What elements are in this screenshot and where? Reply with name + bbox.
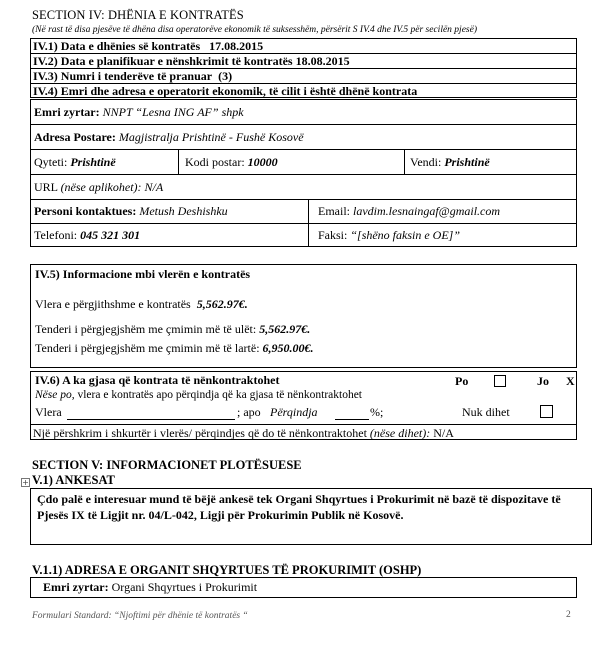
iv3-row [33,69,232,84]
perqindja-input-line[interactable] [335,419,369,420]
faksi-cell [318,228,460,243]
url-row [34,180,163,195]
cmimi-larte-label: Tenderi i përgjegjshëm me çmimin më të lartë: [35,341,260,355]
oshp-emri-value: Organi Shqyrtues i Prokurimit [111,580,258,594]
emri-zyrtar-label: Emri zyrtar: [34,105,100,119]
iv1-row [33,39,263,54]
vendi-cell [410,155,490,170]
qyteti-label: Qyteti: [34,155,68,169]
cmimi-ulet-label: Tenderi i përgjegjshëm me çmimin më të ulët: [35,322,257,336]
qyteti-cell [34,155,116,170]
vlera-row [35,297,248,312]
kodi-value: 10000 [247,155,278,169]
email-value: lavdim.lesnaingaf@gmail.com [353,204,501,218]
iv2-row [33,54,350,69]
url-value: N/A [144,180,164,194]
personi-cell [34,204,228,219]
iv1-label: IV.1) Data e dhënies së kontratës [33,39,201,53]
iv2-value: 18.08.2015 [295,54,350,68]
perqindja-label: Përqindja [270,405,318,419]
qyteti-value: Prishtinë [70,155,116,169]
emri-zyrtar-row [34,105,244,120]
pershkrim-row [33,426,454,441]
iv1-value: 17.08.2015 [209,39,264,53]
telefoni-cell [34,228,140,243]
adresa-row [34,130,304,145]
emri-zyrtar-value: NNPT “Lesna ING AF” shpk [102,105,244,119]
faksi-label: Faksi: [318,228,348,242]
jo-label: Jo [537,374,549,388]
nese-po-label: Nëse po, [35,389,75,401]
nese-po-row [35,389,362,401]
percent-label: %; [370,405,384,419]
telefoni-label: Telefoni: [34,228,78,242]
nese-po-text: vlera e kontratës apo përqindja që ka gjasa të nënkontraktohet [77,389,362,401]
section-4-title: SECTION IV: DHËNIA E KONTRATËS [32,8,244,22]
url-label: URL [34,180,58,194]
url-hint: (nëse aplikohet): [60,180,142,194]
iv4-label: IV.4) Emri dhe adresa e operatorit ekonomik, të cilit i është dhënë kontrata [33,84,418,98]
pershkrim-label: Një përshkrim i shkurtër i vlerës/ përqindjes që do të nënkontraktohet [33,426,367,440]
page-number: 2 [566,610,571,620]
iv3-value: (3) [218,69,233,83]
expand-plus-icon[interactable]: + [22,478,29,487]
adresa-value: Magjistralja Prishtinë - Fushë Kosovë [118,130,304,144]
v1-title: V.1) ANKESAT [32,473,115,487]
footer-text: Formulari Standard: “Njoftimi për dhënie të kontratës “ [32,611,248,621]
nuk-dihet-label: Nuk dihet [462,405,510,419]
kodi-cell [185,155,278,170]
vlera-input-line[interactable] [67,419,235,420]
nuk-dihet-checkbox[interactable] [540,405,553,418]
operator-address-table [30,99,577,247]
cmimi-ulet-value: 5,562.97€. [259,322,311,336]
vendi-label: Vendi: [410,155,442,169]
faksi-value: “[shëno faksin e OE]” [350,228,461,242]
email-cell [318,204,500,219]
pershkrim-hint: (nëse dihet): [369,426,431,440]
adresa-label: Adresa Postare: [34,130,116,144]
personi-value: Metush Deshishku [139,204,228,218]
oshp-emri-row [43,580,257,595]
personi-label: Personi kontaktues: [34,204,137,218]
vlera-value: 5,562.97€. [196,297,248,311]
iv2-label: IV.2) Data e planifikuar e nënshkrimit të kontratës [33,54,293,68]
cmimi-larte-row [35,341,314,356]
v11-title: V.1.1) ADRESA E ORGANIT SHQYRTUES TË PROKURIMIT (OSHP) [32,563,422,577]
pershkrim-value: N/A [433,426,454,440]
cmimi-ulet-row [35,322,310,337]
apo-label: ; apo [237,405,261,419]
po-label: Po [455,374,469,388]
po-checkbox[interactable] [494,375,506,387]
vendi-value: Prishtinë [444,155,490,169]
ankesat-text: Çdo palë e interesuar mund të bëjë ankesë tek Organi Shqyrtues i Prokurimit në bazë të dispozitave të Pjesës IX të Ligjit nr. 04/L-042, Ligji për Prokurimin Publik në Kosovë. [37,492,561,522]
vlera-label-iv6: Vlera [35,405,62,419]
vlera-label: Vlera e përgjithshme e kontratës [35,297,191,311]
cmimi-larte-value: 6,950.00€. [262,341,314,355]
iv5-title: IV.5) Informacione mbi vlerën e kontratës [35,267,251,281]
email-label: Email: [318,204,350,218]
iv3-label: IV.3) Numri i tenderëve të pranuar [33,69,213,83]
jo-mark[interactable]: X [566,374,575,388]
kodi-label: Kodi postar: [185,155,245,169]
section-4-note: (Në rast të disa pjesëve të dhëna disa operatorëve ekonomik të suksesshëm, përsërit S IV.4 dhe IV.5 për secilën pjesë) [32,25,477,35]
telefoni-value: 045 321 301 [80,228,141,242]
section-5-title: SECTION V: INFORMACIONET PLOTËSUESE [32,458,302,472]
oshp-emri-label: Emri zyrtar: [43,580,109,594]
iv6-title: IV.6) A ka gjasa që kontrata të nënkontraktohet [35,373,280,387]
